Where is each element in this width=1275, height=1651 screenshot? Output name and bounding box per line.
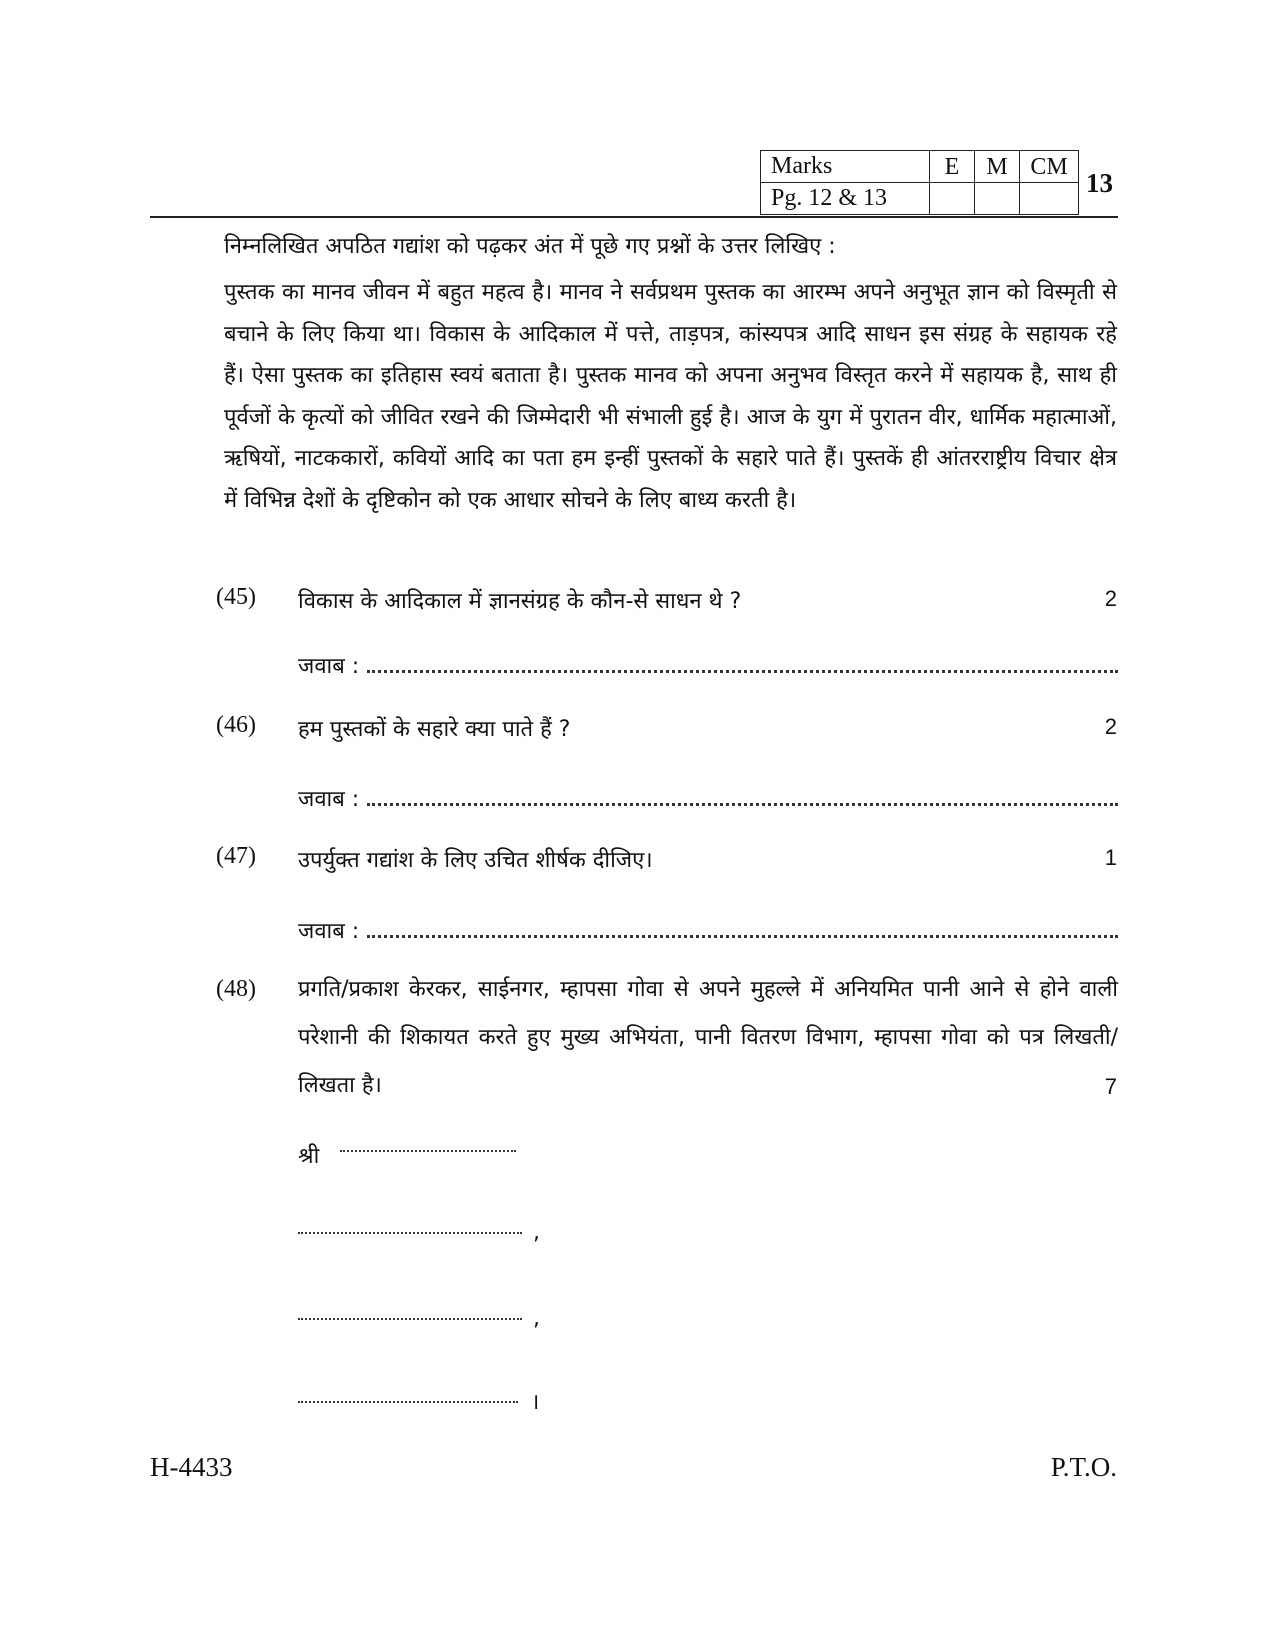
question-47-number: (47): [216, 843, 256, 869]
paper-code: H-4433: [150, 1452, 233, 1482]
letter-name-line[interactable]: [340, 1150, 516, 1152]
address-line-1-comma: ,: [533, 1220, 540, 1245]
question-47-text: उपर्युक्त गद्यांश के लिए उचित शीर्षक दीजिए।: [298, 848, 653, 873]
answer-46-line[interactable]: [367, 787, 1118, 806]
address-line-2[interactable]: [298, 1318, 522, 1320]
header-divider: [150, 216, 1118, 218]
pages-label: Pg. 12 & 13: [761, 183, 930, 215]
marks-box-cm[interactable]: [1020, 183, 1079, 215]
marks-col-m: M: [975, 151, 1020, 183]
marks-label: Marks: [761, 151, 930, 183]
question-45-number: (45): [216, 584, 256, 610]
answer-45[interactable]: [298, 650, 1118, 680]
question-45-text: विकास के आदिकाल में ज्ञानसंग्रह के कौन-से साधन थे ?: [298, 589, 742, 614]
address-line-3-end: ।: [531, 1390, 540, 1415]
answer-46-label: जवाब :: [298, 787, 360, 812]
address-line-3[interactable]: [298, 1401, 518, 1403]
page-number: 13: [1086, 168, 1113, 198]
marks-col-e: E: [930, 151, 975, 183]
letter-salutation: श्री: [298, 1144, 320, 1169]
address-line-2-comma: ,: [533, 1306, 540, 1331]
question-48-text: प्रगति/प्रकाश केरकर, साईनगर, म्हापसा गोवा से अपने मुहल्ले में अनियमित पानी आने से होने वाली परेशानी की शिकायत करते हुए मुख्य अभियंता, पानी वितरण विभाग, म्हापसा गोवा को पत्र लिखती/लिखता है।: [298, 977, 1118, 1098]
marks-col-cm: CM: [1020, 151, 1079, 183]
answer-47-label: जवाब :: [298, 919, 360, 944]
instruction: निम्नलिखित अपठित गद्यांश को पढ़कर अंत में पूछे गए प्रश्नों के उत्तर लिखिए :: [224, 234, 836, 259]
question-48-marks: 7: [1104, 1074, 1117, 1099]
answer-45-label: जवाब :: [298, 654, 360, 679]
question-46-number: (46): [216, 712, 256, 738]
answer-47[interactable]: [298, 915, 1118, 945]
marks-box-m[interactable]: [975, 183, 1020, 215]
marks-box-e[interactable]: [930, 183, 975, 215]
answer-45-line[interactable]: [367, 654, 1118, 673]
answer-47-line[interactable]: [367, 919, 1118, 938]
question-46-marks: 2: [1104, 714, 1117, 739]
marks-table: [760, 150, 1079, 215]
question-48-number: (48): [216, 976, 256, 1002]
address-line-1[interactable]: [298, 1232, 522, 1234]
answer-46[interactable]: [298, 783, 1118, 813]
question-45-marks: 2: [1104, 586, 1117, 611]
question-46-text: हम पुस्तकों के सहारे क्या पाते हैं ?: [298, 717, 571, 742]
passage: पुस्तक का मानव जीवन में बहुत महत्व है। मानव ने सर्वप्रथम पुस्तक का आरम्भ अपने अनुभूत ज्ञान को विस्मृती से बचाने के लिए किया था। विकास के आदिकाल में पत्ते, ताड़पत्र, कांस्यपत्र आदि साधन इस संग्रह के सहायक रहे हैं। ऐसा पुस्तक का इतिहास स्वयं बताता है। पुस्तक मानव को अपना अनुभव विस्तृत करने में सहायक है, साथ ही पूर्वजों के कृत्यों को जीवित रखने की जिम्मेदारी भी संभाली हुई है। आज के युग में पुरातन वीर, धार्मिक महात्माओं, ऋषियों, नाटककारों, कवियों आदि का पता हम इन्हीं पुस्तकों के सहारे पाते हैं। पुस्तकें ही आंतरराष्ट्रीय विचार क्षेत्र में विभिन्न देशों के दृष्टिकोन को एक आधार सोचने के लिए बाध्य करती है।: [224, 280, 1117, 513]
question-47-marks: 1: [1104, 845, 1117, 870]
pto-label: P.T.O.: [1050, 1452, 1117, 1482]
